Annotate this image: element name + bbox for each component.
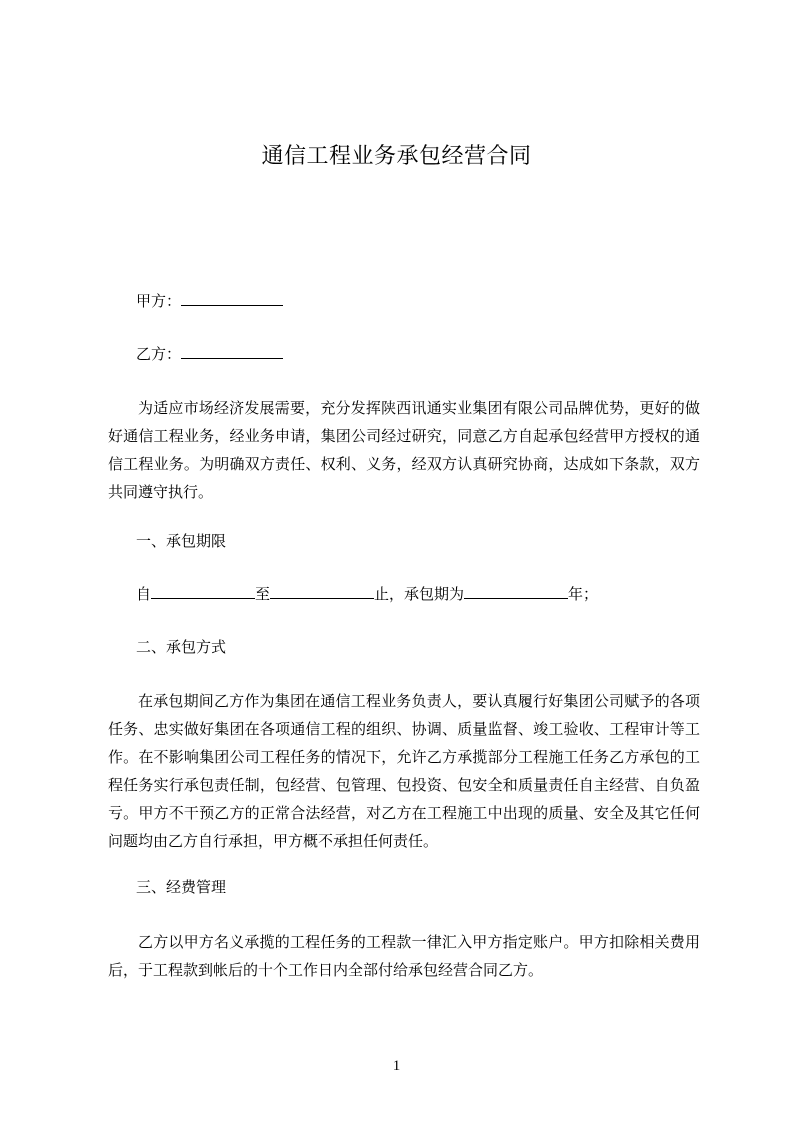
section-3-heading: 三、经费管理 xyxy=(136,878,227,896)
section-1-heading: 一、承包期限 xyxy=(136,532,227,550)
term-to-label: 至 xyxy=(255,585,271,603)
section-3-body: 乙方以甲方名义承揽的工程任务的工程款一律汇入甲方指定账户。甲方扣除相关费用后，于工程款到帐后的十个工作日内全部付给承包经营合同乙方。 xyxy=(108,933,700,979)
party-a-line xyxy=(136,290,283,312)
intro-paragraph: 为适应市场经济发展需要，充分发挥陕西讯通实业集团有限公司品牌优势，更好的做好通信工程业务，经业务申请，集团公司经过研究，同意乙方自起承包经营甲方授权的通信工程业务。为明确双方责任、权利、义务，经双方认真研究协商，达成如下条款，双方共同遵守执行。 xyxy=(108,399,700,501)
term-end-blank xyxy=(270,583,374,599)
term-line xyxy=(136,583,598,605)
term-start-blank xyxy=(151,583,255,599)
page-number: 1 xyxy=(392,1058,401,1074)
term-from-label: 自 xyxy=(136,585,152,603)
party-a-blank xyxy=(181,290,283,306)
document-title: 通信工程业务承包经营合同 xyxy=(261,144,532,169)
term-years-blank xyxy=(464,583,568,599)
section-2-heading: 二、承包方式 xyxy=(136,638,227,656)
term-end-label: 止，承包期为 xyxy=(374,585,465,603)
party-b-blank xyxy=(181,343,283,359)
party-b-label: 乙方： xyxy=(136,345,182,363)
section-2-body: 在承包期间乙方作为集团在通信工程业务负责人，要认真履行好集团公司赋予的各项任务、忠实做好集团在各项通信工程的组织、协调、质量监督、竣工验收、工程审计等工作。在不影响集团公司工程任务的情况下，允许乙方承揽部分工程施工任务乙方承包的工程任务实行承包责任制，包经营、包管理、包投资、包安全和质量责任自主经营、自负盈亏。甲方不干预乙方的正常合法经营，对乙方在工程施工中出现的质量、安全及其它任何问题均由乙方自行承担，甲方概不承担任何责任。 xyxy=(108,692,700,850)
term-unit-label: 年； xyxy=(568,585,599,603)
party-b-line xyxy=(136,343,283,365)
party-a-label: 甲方： xyxy=(136,292,182,310)
